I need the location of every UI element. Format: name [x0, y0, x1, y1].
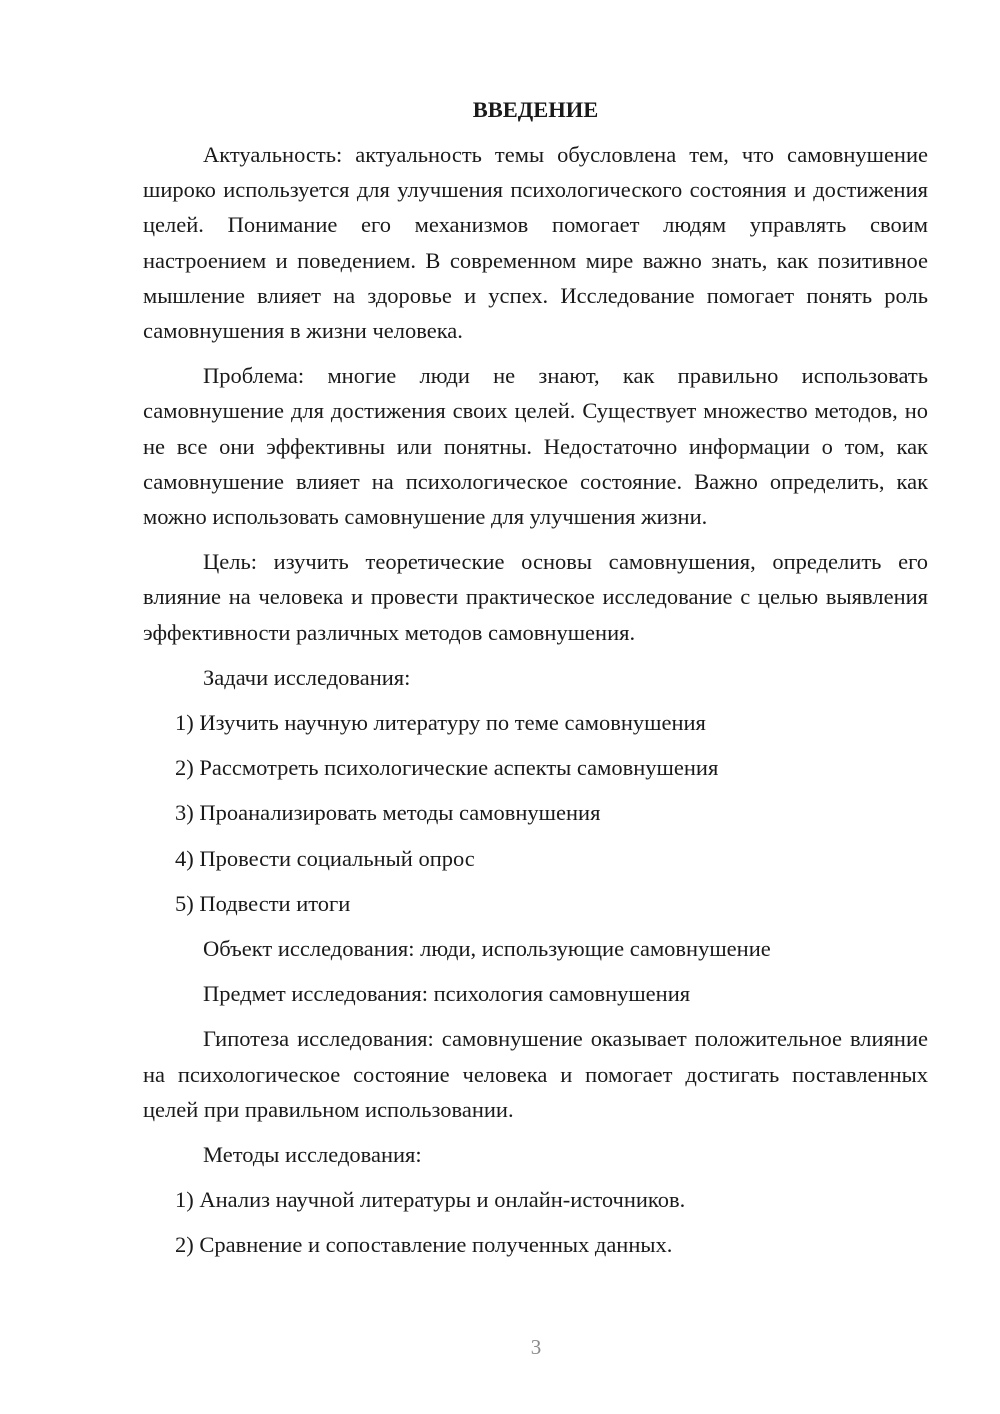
methods-list — [143, 1182, 928, 1262]
page-content — [143, 92, 928, 1273]
method-item: 1) Анализ научной литературы и онлайн-источников. — [175, 1187, 686, 1213]
method-item: 2) Сравнение и сопоставление полученных данных. — [175, 1232, 673, 1258]
task-item: 1) Изучить научную литературу по теме самовнушения — [175, 710, 706, 736]
task-item: 2) Рассмотреть психологические аспекты самовнушения — [175, 755, 719, 781]
paragraph-hypothesis: Гипотеза исследования: самовнушение оказывает положительное влияние на психологическое состояние человека и помогает достигать поставленных целей при правильном использовании. — [143, 1026, 928, 1122]
task-item: 5) Подвести итоги — [175, 890, 351, 916]
tasks-list — [143, 705, 928, 921]
paragraph-problem: Проблема: многие люди не знают, как правильно использовать самовнушение для достижения своих целей. Существует множество методов, но не все они эффективны или понятны. Недостаточно информации о том, как самовнушение влияет на психологическое состояние. Важно определить, как можно использовать самовнушение для улучшения жизни. — [143, 363, 928, 530]
task-item: 4) Провести социальный опрос — [175, 845, 475, 871]
paragraph-object: Объект исследования: люди, использующие самовнушение — [203, 936, 771, 962]
task-item: 3) Проанализировать методы самовнушения — [175, 800, 601, 826]
paragraph-subject: Предмет исследования: психология самовнушения — [203, 981, 691, 1007]
methods-heading: Методы исследования: — [203, 1142, 422, 1168]
paragraph-goal: Цель: изучить теоретические основы самовнушения, определить его влияние на человека и провести практическое исследование с целью выявления эффективности различных методов самовнушения. — [143, 549, 928, 645]
tasks-heading: Задачи исследования: — [203, 664, 411, 690]
page-number: 3 — [530, 1335, 542, 1359]
paragraph-relevance: Актуальность: актуальность темы обусловлена тем, что самовнушение широко используется для улучшения психологического состояния и достижения целей. Понимание его механизмов помогает людям управлять своим настроением и поведением. В современном мире важно знать, как позитивное мышление влияет на здоровье и успех. Исследование помогает понять роль самовнушения в жизни человека. — [143, 142, 928, 344]
section-title: ВВЕДЕНИЕ — [472, 97, 599, 122]
